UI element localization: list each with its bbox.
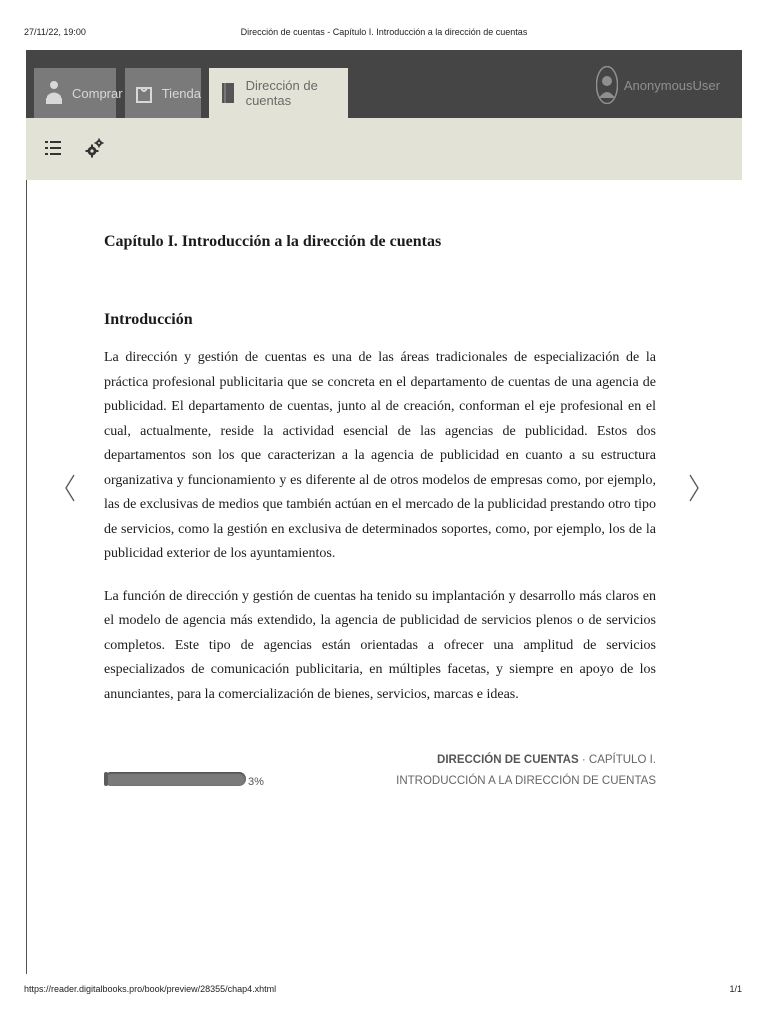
reading-progress-percent: 3% bbox=[248, 776, 264, 788]
print-page-title: Dirección de cuentas - Capítulo I. Introducción a la dirección de cuentas bbox=[240, 27, 528, 37]
tab-label: Tienda bbox=[161, 85, 201, 101]
reader-toolbar bbox=[26, 118, 742, 180]
top-navigation-bar bbox=[26, 50, 742, 118]
toc-list-icon[interactable] bbox=[41, 136, 65, 160]
username: AnonymousUser bbox=[623, 77, 720, 93]
tab-label: Comprar bbox=[72, 85, 123, 101]
chapter-title: Capítulo I. Introducción a la dirección de cuentas bbox=[104, 233, 442, 250]
print-url: https://reader.digitalbooks.pro/book/preview/28355/chap4.xhtml bbox=[24, 984, 277, 994]
settings-gears-icon[interactable] bbox=[83, 136, 107, 160]
tab-tienda[interactable] bbox=[125, 68, 201, 118]
tab-label: Dirección de cuentas bbox=[245, 78, 318, 108]
book-title: DIRECCIÓN DE CUENTAS bbox=[437, 754, 579, 766]
reading-progress-fill bbox=[104, 772, 108, 786]
shopping-bag-icon bbox=[135, 80, 154, 106]
user-avatar-icon bbox=[596, 66, 618, 104]
tab-direccion-de-cuentas[interactable] bbox=[209, 68, 348, 118]
user-menu[interactable] bbox=[596, 66, 720, 104]
chapter-content bbox=[104, 228, 656, 707]
paragraph: La función de dirección y gestión de cuentas ha tenido su implantación y desarrollo más claros en el modelo de agencia más extendido, la agencia de publicidad de servicios plenos o de servicios completos. Este tipo de agencias están orientadas a ofrecer una amplitud de servicios especializados de comunicación publicitaria, en múltiples facetas, y siempre en apoyo de los anunciantes, para la comercialización de bienes, servicios, marcas e ideas. bbox=[104, 588, 656, 702]
person-cart-icon bbox=[44, 80, 64, 106]
print-footer bbox=[0, 984, 768, 998]
tab-comprar[interactable] bbox=[34, 68, 123, 118]
page-left-border bbox=[26, 180, 27, 974]
chevron-left-icon[interactable] bbox=[60, 470, 80, 506]
caption-separator: · bbox=[578, 754, 589, 766]
book-icon bbox=[219, 80, 238, 106]
paragraph: La dirección y gestión de cuentas es una de las áreas tradicionales de especialización de la práctica profesional publicitaria que se concreta en el departamento de cuentas de una agencia de publicidad. El departamento de cuentas, junto al de creación, conforman el eje profesional en el cual, actualmente, reside la actividad esencial de las agencias de publicidad. Estos dos departamentos son los que caracterizan a la agencia de publicidad en cuanto a su estructura organizativa y funcionamiento y es diferente al de otros modelos de empresas como, por ejemplo, las de exclusivas de medios que también actúan en el mercado de la publicidad prestando otro tipo de servicios, como la gestión en exclusiva de determinados soportes, como, por ejemplo, los de la publicidad exterior de los ayuntamientos. bbox=[104, 350, 656, 561]
chevron-right-icon[interactable] bbox=[684, 470, 704, 506]
chapter-caption: CAPÍTULO I. INTRODUCCIÓN A LA DIRECCIÓN DE CUENTAS bbox=[396, 754, 656, 787]
print-page-number: 1/1 bbox=[729, 984, 742, 994]
section-title: Introducción bbox=[104, 311, 193, 328]
print-datetime: 27/11/22, 19:00 bbox=[24, 27, 86, 37]
book-chapter-caption bbox=[380, 750, 656, 792]
reading-progress-bar bbox=[104, 772, 246, 786]
print-header bbox=[0, 27, 768, 41]
